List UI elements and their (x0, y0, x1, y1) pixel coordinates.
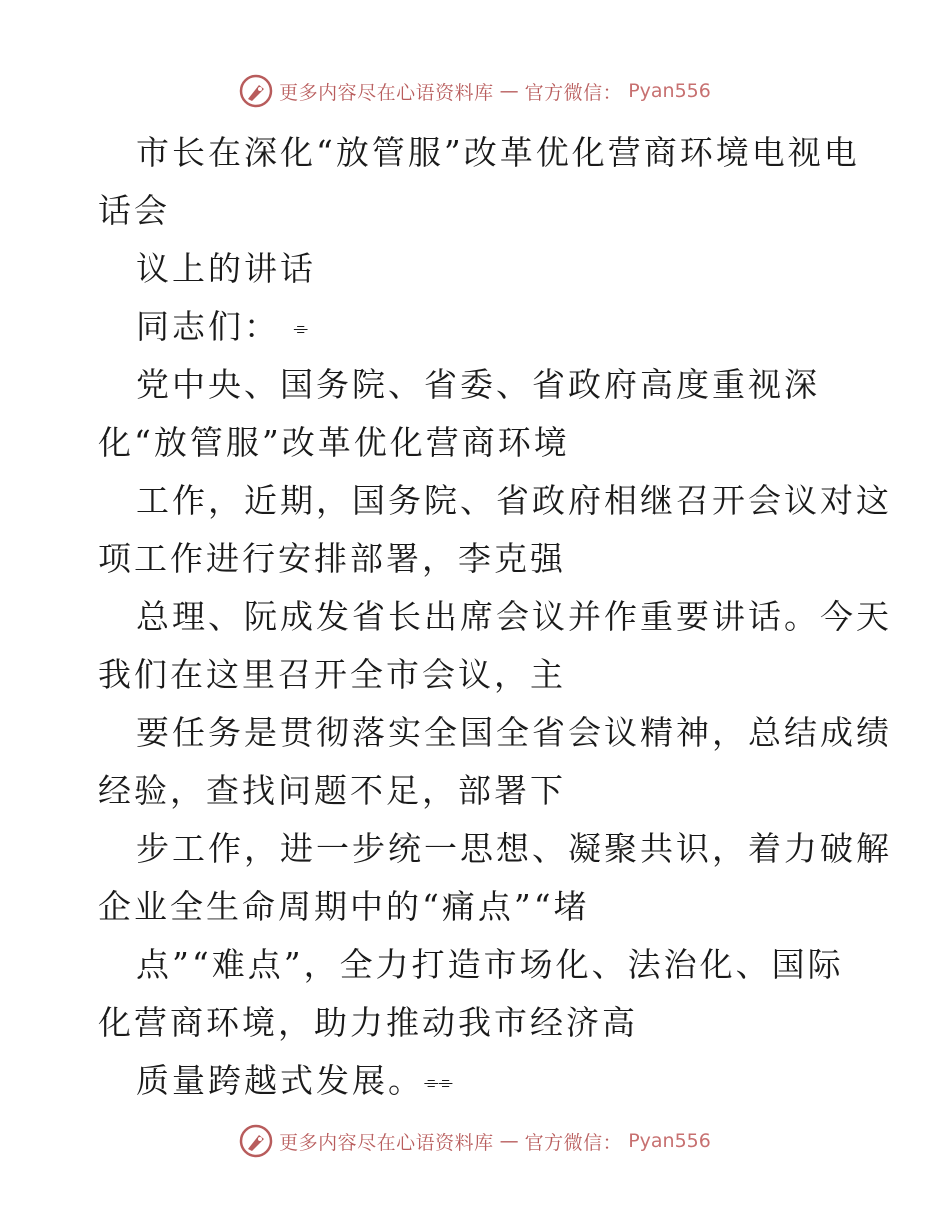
watermark-handle: Pyan556 (628, 80, 711, 102)
paragraph-mark: ⌯ (293, 318, 308, 339)
body-text-8: 经验，查找问题不足，部署下 (98, 771, 566, 810)
title-text-1: 市长在深化“放管服”改革优化营商环境电视电 (136, 133, 860, 172)
body-line-1 (98, 356, 858, 414)
body-text-9: 步工作，进一步统一思想、凝聚共识，着力破解 (136, 829, 892, 868)
paragraph-mark-end: ⌯⌯ (424, 1072, 453, 1093)
body-text-13: 质量跨越式发展。 (136, 1061, 424, 1100)
body-text-12: 化营商环境，助力推动我市经济高 (98, 1003, 638, 1042)
body-line-7 (98, 704, 892, 762)
watermark-account-prefix: 官方微信： (524, 1131, 623, 1154)
watermark-dash: — (499, 1130, 519, 1152)
body-line-5 (98, 588, 892, 646)
body-line-8 (98, 762, 858, 820)
body-line-12 (98, 994, 858, 1052)
body-text-1: 党中央、国务院、省委、省政府高度重视深 (136, 365, 820, 404)
document-body (98, 124, 892, 1110)
body-text-7: 要任务是贯彻落实全国全省会议精神，总结成绩 (136, 713, 892, 752)
title-line-3 (98, 240, 858, 298)
body-text-2: 化“放管服”改革优化营商环境 (98, 423, 570, 462)
footer-watermark (0, 1124, 950, 1158)
watermark-text: 更多内容尽在心语资料库 (279, 1131, 494, 1154)
body-text-5: 总理、阮成发省长出席会议并作重要讲话。今天 (136, 597, 892, 636)
body-text-3: 工作，近期，国务院、省政府相继召开会议对这 (136, 481, 892, 520)
body-text-4: 项工作进行安排部署，李克强 (98, 539, 566, 578)
header-watermark (0, 74, 950, 108)
title-line-1 (98, 124, 858, 182)
greeting-line (98, 298, 858, 356)
body-line-11 (98, 936, 858, 994)
title-text-3: 议上的讲话 (136, 249, 316, 288)
title-line-2 (98, 182, 858, 240)
body-line-4 (98, 530, 858, 588)
body-line-10 (98, 878, 858, 936)
title-text-2: 话会 (98, 191, 170, 230)
body-text-6: 我们在这里召开全市会议，主 (98, 655, 566, 694)
body-line-6 (98, 646, 858, 704)
body-line-3 (98, 472, 892, 530)
body-text-11: 点”“难点”，全力打造市场化、法治化、国际 (136, 945, 844, 984)
pen-nib-circle-logo-icon (239, 1124, 273, 1158)
watermark-dash: — (499, 80, 519, 102)
body-text-10: 企业全生命周期中的“痛点”“堵 (98, 887, 590, 926)
pen-nib-circle-logo-icon (239, 74, 273, 108)
watermark-text: 更多内容尽在心语资料库 (279, 81, 494, 104)
body-line-9 (98, 820, 892, 878)
greeting-text: 同志们： (136, 307, 280, 346)
body-line-2 (98, 414, 858, 472)
body-line-13 (98, 1052, 858, 1110)
watermark-account-prefix: 官方微信： (524, 81, 623, 104)
watermark-handle: Pyan556 (628, 1130, 711, 1152)
